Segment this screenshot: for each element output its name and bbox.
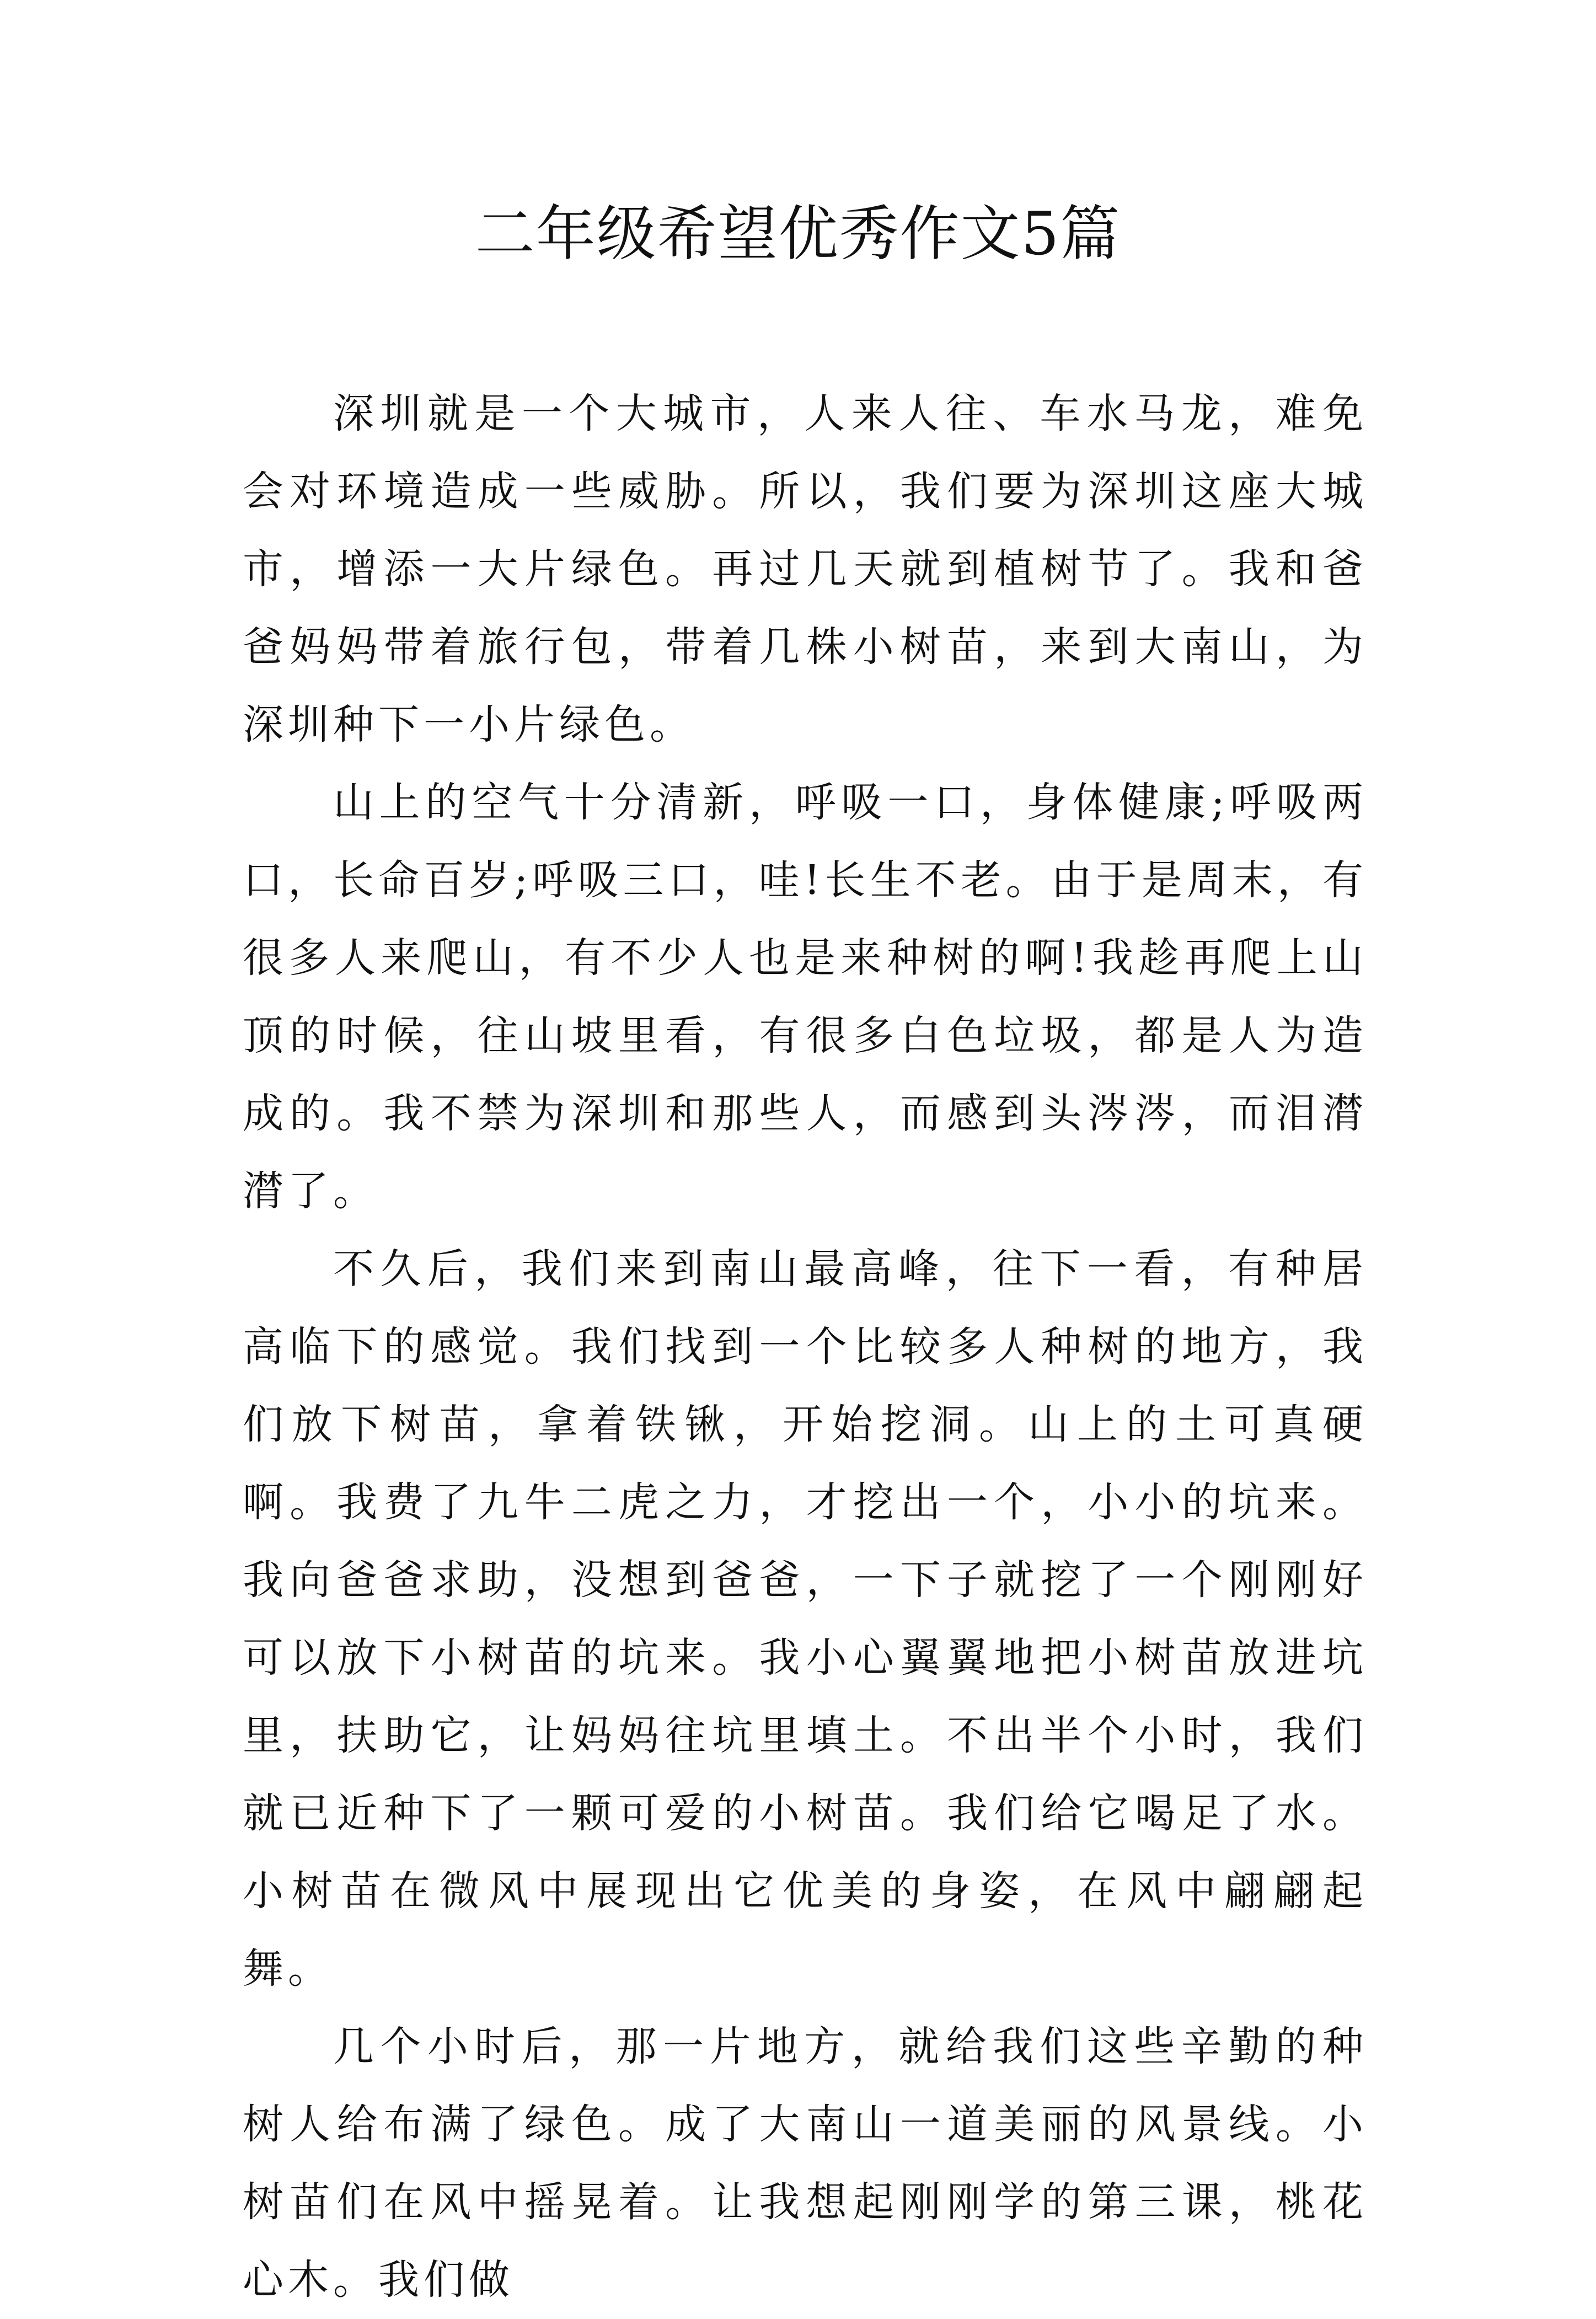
paragraph-4: 几个小时后，那一片地方，就给我们这些辛勤的种树人给布满了绿色。成了大南山一道美丽的风景线。小树苗们在风中摇晃着。让我想起刚刚学的第三课，桃花心木。我们做 bbox=[243, 2023, 1368, 2304]
paragraph-3: 不久后，我们来到南山最高峰，往下一看，有种居高临下的感觉。我们找到一个比较多人种树的地方，我们放下树苗，拿着铁锹，开始挖洞。山上的土可真硬啊。我费了九牛二虎之力，才挖出一个，小小的坑来。我向爸爸求助，没想到爸爸，一下子就挖了一个刚刚好可以放下小树苗的坑来。我小心翼翼地把小树苗放进坑里，扶助它，让妈妈往坑里填土。不出半个小时，我们就已近种下了一颗可爱的小树苗。我们给它喝足了水。小树苗在微风中展现出它优美的身姿，在风中翩翩起舞。 bbox=[243, 1245, 1368, 1993]
document-body bbox=[243, 375, 1368, 2319]
paragraph-1: 深圳就是一个大城市，人来人往、车水马龙，难免会对环境造成一些威胁。所以，我们要为深圳这座大城市，增添一大片绿色。再过几天就到植树节了。我和爸爸妈妈带着旅行包，带着几株小树苗，来到大南山，为深圳种下一小片绿色。 bbox=[243, 390, 1368, 748]
paragraph-2: 山上的空气十分清新，呼吸一口，身体健康;呼吸两口，长命百岁;呼吸三口，哇!长生不老。由于是周末，有很多人来爬山，有不少人也是来种树的啊!我趁再爬上山顶的时候，往山坡里看，有很多白色垃圾，都是人为造成的。我不禁为深圳和那些人，而感到头涔涔，而泪潸潸了。 bbox=[243, 779, 1368, 1215]
document-title: 二年级希望优秀作文5篇 bbox=[475, 200, 1121, 269]
